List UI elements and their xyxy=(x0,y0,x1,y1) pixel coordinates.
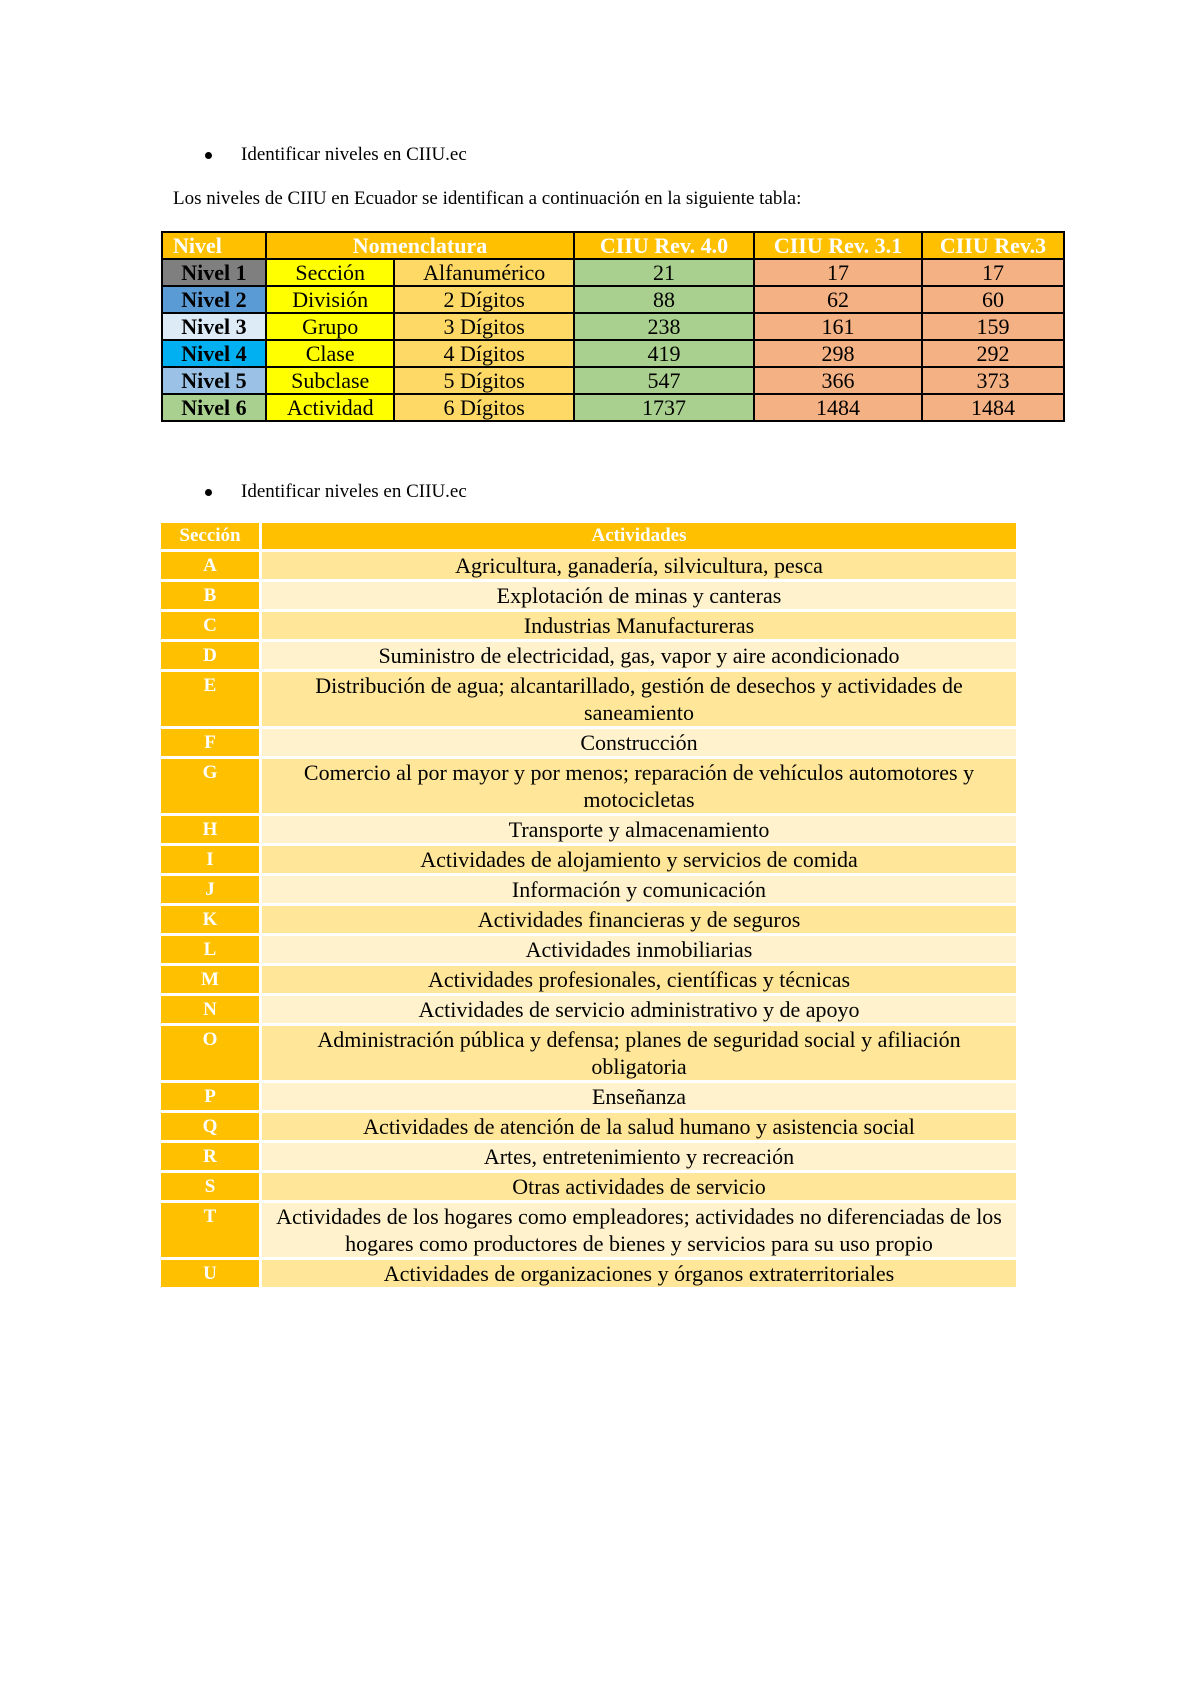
header-nivel: Nivel xyxy=(162,232,266,259)
seccion-cell: T xyxy=(161,1202,261,1259)
actividad-cell: Otras actividades de servicio xyxy=(261,1172,1018,1202)
seccion-cell: B xyxy=(161,581,261,611)
nivel-cell: Nivel 3 xyxy=(162,313,266,340)
seccion-cell: K xyxy=(161,905,261,935)
niveles-row xyxy=(162,313,1064,340)
rev3-cell: 1484 xyxy=(922,394,1064,421)
seccion-cell: S xyxy=(161,1172,261,1202)
actividad-row xyxy=(161,845,1018,875)
rev31-cell: 62 xyxy=(754,286,922,313)
actividad-row xyxy=(161,581,1018,611)
actividad-cell: Actividades profesionales, científicas y técnicas xyxy=(261,965,1018,995)
header-nomenclatura: Nomenclatura xyxy=(266,232,574,259)
nomenclatura-digits-cell: 3 Dígitos xyxy=(394,313,574,340)
actividad-row xyxy=(161,1142,1018,1172)
rev3-cell: 159 xyxy=(922,313,1064,340)
actividad-cell: Artes, entretenimiento y recreación xyxy=(261,1142,1018,1172)
actividad-row xyxy=(161,1112,1018,1142)
seccion-cell: H xyxy=(161,815,261,845)
nomenclatura-digits-cell: 6 Dígitos xyxy=(394,394,574,421)
niveles-row xyxy=(162,340,1064,367)
actividad-cell: Actividades de organizaciones y órganos extraterritoriales xyxy=(261,1259,1018,1289)
niveles-row xyxy=(162,367,1064,394)
actividad-row xyxy=(161,611,1018,641)
actividad-cell: Actividades financieras y de seguros xyxy=(261,905,1018,935)
rev40-cell: 238 xyxy=(574,313,754,340)
actividad-cell: Comercio al por mayor y por menos; reparación de vehículos automotores y motocicletas xyxy=(261,758,1018,815)
actividades-table xyxy=(161,523,1019,1290)
seccion-cell: U xyxy=(161,1259,261,1289)
actividad-cell: Industrias Manufactureras xyxy=(261,611,1018,641)
nomenclatura-name-cell: Sección xyxy=(266,259,394,286)
nivel-cell: Nivel 4 xyxy=(162,340,266,367)
nivel-cell: Nivel 6 xyxy=(162,394,266,421)
nomenclatura-digits-cell: 4 Dígitos xyxy=(394,340,574,367)
seccion-cell: A xyxy=(161,551,261,581)
seccion-cell: E xyxy=(161,671,261,728)
nomenclatura-digits-cell: 2 Dígitos xyxy=(394,286,574,313)
nomenclatura-name-cell: Subclase xyxy=(266,367,394,394)
rev31-cell: 17 xyxy=(754,259,922,286)
actividad-row xyxy=(161,671,1018,728)
bullet-item xyxy=(205,481,467,503)
actividad-cell: Agricultura, ganadería, silvicultura, pesca xyxy=(261,551,1018,581)
actividad-cell: Actividades de atención de la salud humano y asistencia social xyxy=(261,1112,1018,1142)
seccion-cell: R xyxy=(161,1142,261,1172)
actividad-cell: Construcción xyxy=(261,728,1018,758)
seccion-cell: C xyxy=(161,611,261,641)
actividad-cell: Transporte y almacenamiento xyxy=(261,815,1018,845)
rev3-cell: 292 xyxy=(922,340,1064,367)
nivel-cell: Nivel 1 xyxy=(162,259,266,286)
seccion-cell: N xyxy=(161,995,261,1025)
bullet-text: Identificar niveles en CIIU.ec xyxy=(241,481,467,502)
actividad-row xyxy=(161,1259,1018,1289)
seccion-cell: J xyxy=(161,875,261,905)
actividad-cell: Suministro de electricidad, gas, vapor y aire acondicionado xyxy=(261,641,1018,671)
seccion-cell: P xyxy=(161,1082,261,1112)
nomenclatura-digits-cell: 5 Dígitos xyxy=(394,367,574,394)
actividad-row xyxy=(161,641,1018,671)
header-actividades: Actividades xyxy=(261,523,1018,551)
nivel-cell: Nivel 5 xyxy=(162,367,266,394)
actividad-row xyxy=(161,1082,1018,1112)
actividad-cell: Información y comunicación xyxy=(261,875,1018,905)
actividad-row xyxy=(161,935,1018,965)
seccion-cell: M xyxy=(161,965,261,995)
seccion-cell: I xyxy=(161,845,261,875)
niveles-header-row xyxy=(162,232,1064,259)
niveles-row xyxy=(162,394,1064,421)
actividad-cell: Explotación de minas y canteras xyxy=(261,581,1018,611)
actividad-row xyxy=(161,905,1018,935)
actividad-row xyxy=(161,1025,1018,1082)
seccion-cell: G xyxy=(161,758,261,815)
rev31-cell: 298 xyxy=(754,340,922,367)
nomenclatura-name-cell: Clase xyxy=(266,340,394,367)
actividad-row xyxy=(161,965,1018,995)
rev31-cell: 1484 xyxy=(754,394,922,421)
rev31-cell: 161 xyxy=(754,313,922,340)
seccion-cell: F xyxy=(161,728,261,758)
seccion-cell: L xyxy=(161,935,261,965)
seccion-cell: Q xyxy=(161,1112,261,1142)
nomenclatura-name-cell: Grupo xyxy=(266,313,394,340)
nivel-cell: Nivel 2 xyxy=(162,286,266,313)
rev3-cell: 60 xyxy=(922,286,1064,313)
seccion-cell: O xyxy=(161,1025,261,1082)
nomenclatura-name-cell: División xyxy=(266,286,394,313)
niveles-table xyxy=(161,231,1065,422)
actividad-cell: Actividades de los hogares como empleadores; actividades no diferenciadas de los hogares como productores de bienes y servicios para su uso propio xyxy=(261,1202,1018,1259)
actividad-cell: Actividades de alojamiento y servicios de comida xyxy=(261,845,1018,875)
actividad-cell: Actividades de servicio administrativo y de apoyo xyxy=(261,995,1018,1025)
header-rev31: CIIU Rev. 3.1 xyxy=(754,232,922,259)
rev3-cell: 373 xyxy=(922,367,1064,394)
bullet-dot-icon xyxy=(205,152,212,159)
actividad-cell: Distribución de agua; alcantarillado, gestión de desechos y actividades de saneamiento xyxy=(261,671,1018,728)
rev40-cell: 88 xyxy=(574,286,754,313)
rev40-cell: 1737 xyxy=(574,394,754,421)
rev3-cell: 17 xyxy=(922,259,1064,286)
header-seccion: Sección xyxy=(161,523,261,551)
actividad-cell: Actividades inmobiliarias xyxy=(261,935,1018,965)
niveles-row xyxy=(162,286,1064,313)
actividad-row xyxy=(161,995,1018,1025)
bullet-dot-icon xyxy=(205,489,212,496)
actividad-row xyxy=(161,758,1018,815)
rev40-cell: 547 xyxy=(574,367,754,394)
intro-paragraph: Los niveles de CIIU en Ecuador se identifican a continuación en la siguiente tabla: xyxy=(173,188,802,209)
header-rev3: CIIU Rev.3 xyxy=(922,232,1064,259)
rev40-cell: 21 xyxy=(574,259,754,286)
bullet-text: Identificar niveles en CIIU.ec xyxy=(241,144,467,165)
actividad-row xyxy=(161,728,1018,758)
actividad-cell: Enseñanza xyxy=(261,1082,1018,1112)
rev31-cell: 366 xyxy=(754,367,922,394)
actividad-row xyxy=(161,815,1018,845)
header-rev40: CIIU Rev. 4.0 xyxy=(574,232,754,259)
seccion-cell: D xyxy=(161,641,261,671)
rev40-cell: 419 xyxy=(574,340,754,367)
actividad-row xyxy=(161,1172,1018,1202)
bullet-item xyxy=(205,144,467,166)
niveles-row xyxy=(162,259,1064,286)
actividad-row xyxy=(161,551,1018,581)
actividad-row xyxy=(161,875,1018,905)
actividades-header-row xyxy=(161,523,1018,551)
actividad-cell: Administración pública y defensa; planes de seguridad social y afiliación obligatoria xyxy=(261,1025,1018,1082)
actividad-row xyxy=(161,1202,1018,1259)
nomenclatura-digits-cell: Alfanumérico xyxy=(394,259,574,286)
nomenclatura-name-cell: Actividad xyxy=(266,394,394,421)
